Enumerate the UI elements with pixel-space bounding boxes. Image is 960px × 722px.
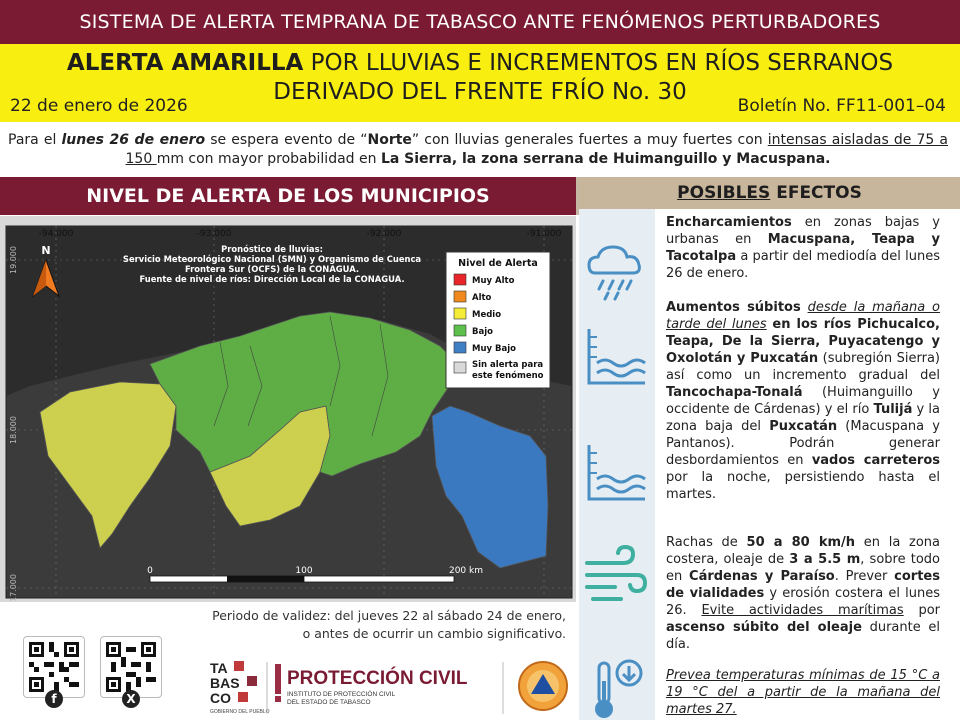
thermometer-cold-icon <box>579 657 655 721</box>
lat-label: 19.000 <box>9 246 18 274</box>
lon-label: -93.000 <box>196 229 232 239</box>
system-title-bar <box>0 0 960 44</box>
civil-protection-seal-icon <box>519 662 567 710</box>
facebook-icon: f <box>45 690 63 708</box>
effects-title-underlined: POSIBLES <box>677 183 771 203</box>
legend-label: Sin alerta para <box>472 360 544 370</box>
legend-label: este fenómeno <box>472 371 544 381</box>
facebook-qr-code[interactable] <box>23 636 85 706</box>
x-icon: X <box>122 690 140 708</box>
institution-logos <box>205 658 575 718</box>
wind-icon <box>579 539 655 609</box>
alert-map <box>0 216 576 602</box>
bulletin-number: Boletín No. FF11-001–04 <box>737 96 946 116</box>
svg-text:BAS: BAS <box>210 675 240 691</box>
legend-swatch <box>454 342 466 353</box>
map-section-title: NIVEL DE ALERTA DE LOS MUNICIPIOS <box>0 177 579 215</box>
legend-label: Muy Alto <box>472 276 515 286</box>
proteccion-civil-logo <box>275 664 468 706</box>
alert-title-rest: POR LLUVIAS E INCREMENTOS EN RÍOS SERRANOS <box>303 50 894 76</box>
effect-wind-waves: Rachas de 50 a 80 km/h en la zona costera, oleaje de 3 a 5.5 m, sobre todo en Cárdenas y Paraíso. Prever cortes de vialidades y erosión costera el lunes 26. Evite actividades marítimas por ascenso súbito del oleaje durante el día. <box>666 535 941 652</box>
intro-norte: Norte <box>367 132 412 148</box>
legend-label: Medio <box>472 310 502 320</box>
svg-text:INSTITUTO DE PROTECCIÓN CIVIL: INSTITUTO DE PROTECCIÓN CIVIL <box>287 691 396 698</box>
lat-label: 18.000 <box>9 416 18 444</box>
map-source-line: Pronóstico de lluvias: <box>221 244 323 254</box>
map-legend <box>446 252 550 388</box>
intro-intense: intensas aisladas de 75 a 150 <box>125 132 948 167</box>
map-source-line: Servicio Meteorológico Nacional (SMN) y Organismo de Cuenca <box>122 254 422 264</box>
effect-temperature: Prevea temperaturas mínimas de 15 °C a 19 °C del a partir de la mañana del martes 27. <box>666 668 940 717</box>
legend-swatch <box>454 325 466 336</box>
intro-text-1: Para el <box>8 132 62 148</box>
legend-label: Alto <box>472 293 492 303</box>
effect-flooding: Encharcamientos en zonas bajas y urbanas en Macuspana, Teapa y Tacotalpa a partir del mediodía del lunes 26 de enero. <box>666 215 940 281</box>
svg-text:PROTECCIÓN CIVIL: PROTECCIÓN CIVIL <box>287 668 468 689</box>
scale-label: 100 <box>295 566 313 576</box>
forecast-summary <box>8 131 948 169</box>
tabasco-logo <box>210 660 270 715</box>
intro-day: lunes 26 de enero <box>61 132 206 148</box>
validity-line: o antes de ocurrir un cambio significativo. <box>302 626 566 641</box>
lon-label: -91.000 <box>526 229 562 239</box>
scale-label: 0 <box>147 566 153 576</box>
intro-text-2: se espera evento de “ <box>205 132 368 148</box>
effects-section-title <box>579 177 960 209</box>
svg-text:DEL ESTADO DE TABASCO: DEL ESTADO DE TABASCO <box>287 699 371 706</box>
issue-date: 22 de enero de 2026 <box>10 96 188 116</box>
legend-title: Nivel de Alerta <box>458 258 538 269</box>
alert-level: ALERTA AMARILLA <box>66 50 304 76</box>
intro-text-4: mm con mayor probabilidad en <box>156 151 381 167</box>
river-level-icon <box>579 437 655 507</box>
map-source-line: Frontera Sur (OCFS) de la CONAGUA. <box>184 264 360 274</box>
svg-text:CO: CO <box>210 690 231 706</box>
legend-swatch <box>454 362 466 373</box>
lon-label: -94.000 <box>38 229 74 239</box>
legend-swatch <box>454 274 466 285</box>
north-label: N <box>41 244 51 257</box>
legend-label: Bajo <box>472 327 493 337</box>
intro-text-3: ” con lluvias generales fuertes a muy fuertes con <box>411 132 768 148</box>
validity-line: Periodo de validez: del jueves 22 al sábado 24 de enero, <box>212 608 566 623</box>
alert-title <box>0 50 960 76</box>
svg-text:GOBIERNO DEL PUEBLO: GOBIERNO DEL PUEBLO <box>210 709 270 715</box>
lon-label: -92.000 <box>366 229 402 239</box>
legend-swatch <box>454 291 466 302</box>
effect-river-rise: Aumentos súbitos desde la mañana o tarde del lunes en los ríos Pichucalco, Teapa, De la Sierra, Puyacatengo y Oxolotán y Puxcatán (subregión Sierra) así como un incremento gradual del Tancochapa-Tonalá (Huimanguillo y occidente de Cárdenas) y el río Tulijá y la zona baja del Puxcatán (Macuspana y Pantanos). Podrán generar desbordamientos en vados carreteros por la noche, persistiendo hasta el martes. <box>666 300 940 502</box>
x-qr-code[interactable] <box>100 636 162 706</box>
svg-text:TA: TA <box>210 660 228 676</box>
intro-zones: La Sierra, la zona serrana de Huimanguillo y Macuspana. <box>380 151 831 167</box>
scale-label: 200 km <box>448 566 484 576</box>
rain-cloud-icon <box>579 237 655 307</box>
legend-swatch <box>454 308 466 319</box>
validity-period <box>170 607 566 643</box>
effects-icon-column <box>579 209 655 720</box>
alert-banner <box>0 44 960 122</box>
system-title: SISTEMA DE ALERTA TEMPRANA DE TABASCO ANTE FENÓMENOS PERTURBADORES <box>79 11 881 33</box>
map-source-line: Fuente de nivel de ríos: Dirección Local de la CONAGUA. <box>139 274 405 284</box>
legend-label: Muy Bajo <box>472 344 516 354</box>
alert-subtitle: DERIVADO DEL FRENTE FRÍO No. 30 <box>273 79 687 105</box>
lat-label: 17.000 <box>9 574 18 602</box>
river-level-icon <box>579 321 655 391</box>
effects-title-rest: EFECTOS <box>770 183 862 203</box>
